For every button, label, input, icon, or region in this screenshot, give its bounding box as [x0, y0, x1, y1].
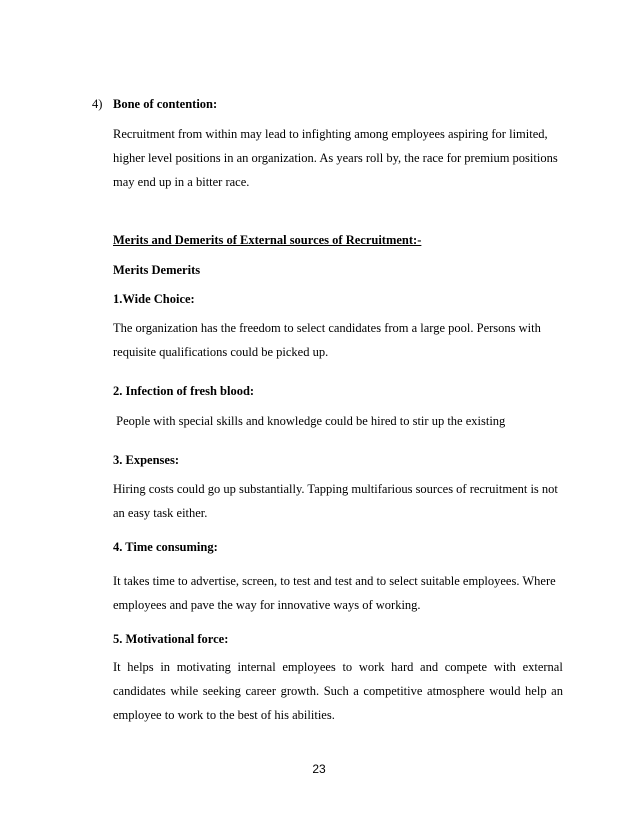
word: work [358, 660, 385, 674]
word: with [493, 660, 516, 674]
paragraph-line: may end up in a bitter race. [113, 175, 250, 189]
word: to [342, 660, 353, 674]
paragraph-line: Hiring costs could go up substantially. Tapping multifarious sources of recruitment is not [113, 482, 558, 496]
word: seeking [202, 684, 241, 698]
paragraph-line: It takes time to advertise, screen, to test and test and to select suitable employees. Where [113, 574, 556, 588]
paragraph-line-justified [113, 660, 563, 675]
word: in [160, 660, 171, 674]
word: competitive [363, 684, 423, 698]
word: Such [323, 684, 349, 698]
word: candidates [113, 684, 166, 698]
section-heading-external-sources: Merits and Demerits of External sources of Recruitment:- [113, 233, 422, 247]
item-title-expenses: 3. Expenses: [113, 453, 179, 467]
item-title-time-consuming: 4. Time consuming: [113, 540, 218, 554]
subheading-merits-demerits: Merits Demerits [113, 263, 201, 277]
paragraph-line: Recruitment from within may lead to infighting among employees aspiring for limited, [113, 127, 548, 141]
paragraph-line: requisite qualifications could be picked up. [113, 345, 329, 359]
word: compete [444, 660, 488, 674]
word: and [420, 660, 439, 674]
item-title-wide-choice: 1.Wide Choice: [113, 292, 195, 306]
word: hard [391, 660, 414, 674]
page-number: 23 [312, 762, 326, 776]
paragraph-line: The organization has the freedom to select candidates from a large pool. Persons with [113, 321, 541, 335]
word: It [113, 660, 121, 674]
paragraph-line: People with special skills and knowledge could be hired to stir up the existing [113, 414, 506, 428]
word: an [551, 684, 563, 698]
word: while [170, 684, 199, 698]
word: internal [237, 660, 276, 674]
paragraph-line: employees and pave the way for innovative ways of working. [113, 598, 421, 612]
list-number: 4) [92, 97, 103, 111]
word: external [522, 660, 563, 674]
paragraph-line: employee to work to the best of his abilities. [113, 708, 335, 722]
word: motivating [176, 660, 231, 674]
word: help [525, 684, 547, 698]
paragraph-line: an easy task either. [113, 506, 208, 520]
word: career [245, 684, 276, 698]
word: a [353, 684, 359, 698]
item-title-infection-of-fresh-blood: 2. Infection of fresh blood: [113, 384, 255, 398]
word: helps [127, 660, 154, 674]
word: would [489, 684, 521, 698]
section-heading-bone-of-contention: Bone of contention: [113, 97, 218, 111]
item-title-motivational-force: 5. Motivational force: [113, 632, 229, 646]
word: employees [282, 660, 336, 674]
word: growth. [280, 684, 320, 698]
paragraph-line-justified [113, 684, 563, 699]
word: atmosphere [427, 684, 485, 698]
paragraph-line: higher level positions in an organization. As years roll by, the race for premium positions [113, 151, 558, 165]
